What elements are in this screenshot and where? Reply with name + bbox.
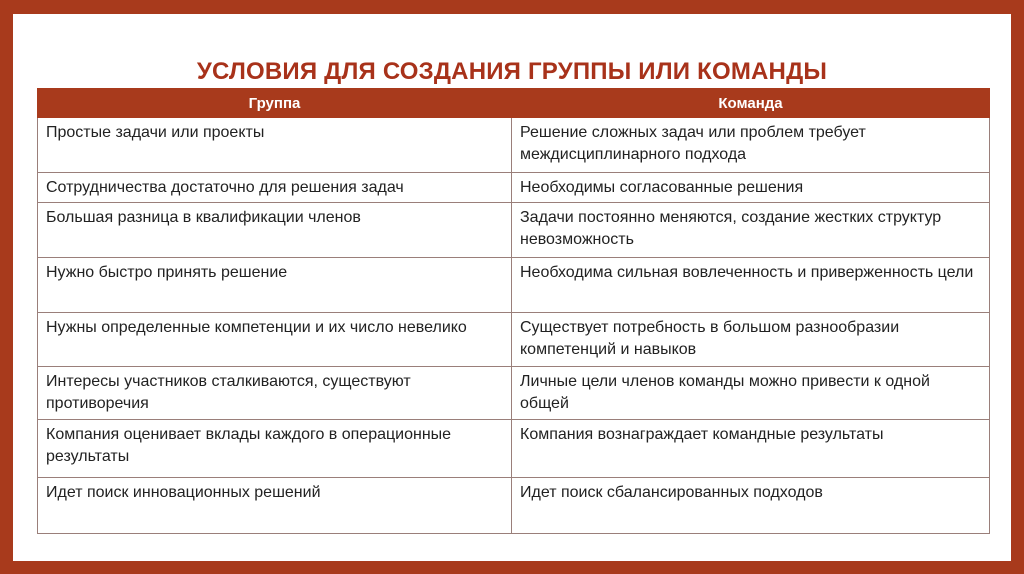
table-row xyxy=(38,202,990,257)
cell-group: Большая разница в квалификации членов xyxy=(38,202,512,257)
cell-team: Задачи постоянно меняются, создание жестких структур невозможность xyxy=(512,202,990,257)
table-header-row xyxy=(38,88,990,118)
cell-group: Компания оценивает вклады каждого в операционные результаты xyxy=(38,419,512,477)
table-row xyxy=(38,312,990,366)
cell-group: Нужны определенные компетенции и их число невелико xyxy=(38,312,512,366)
cell-group: Идет поиск инновационных решений xyxy=(38,477,512,533)
slide-title: УСЛОВИЯ ДЛЯ СОЗДАНИЯ ГРУППЫ ИЛИ КОМАНДЫ xyxy=(196,58,828,85)
header-team: Команда xyxy=(512,88,990,118)
table-row xyxy=(38,477,990,533)
cell-group: Интересы участников сталкиваются, существуют противоречия xyxy=(38,366,512,419)
table-row xyxy=(38,366,990,419)
cell-team: Существует потребность в большом разнообразии компетенций и навыков xyxy=(512,312,990,366)
cell-group: Сотрудничества достаточно для решения задач xyxy=(38,172,512,202)
cell-team: Решение сложных задач или проблем требует междисциплинарного подхода xyxy=(512,118,990,172)
slide xyxy=(13,14,1011,561)
table-row xyxy=(38,419,990,477)
cell-team: Личные цели членов команды можно привести к одной общей xyxy=(512,366,990,419)
cell-team: Компания вознаграждает командные результаты xyxy=(512,419,990,477)
comparison-table xyxy=(37,88,990,534)
cell-team: Необходимы согласованные решения xyxy=(512,172,990,202)
cell-group: Простые задачи или проекты xyxy=(38,118,512,172)
cell-team: Идет поиск сбалансированных подходов xyxy=(512,477,990,533)
header-group: Группа xyxy=(38,88,512,118)
cell-group: Нужно быстро принять решение xyxy=(38,257,512,312)
cell-team: Необходима сильная вовлеченность и приверженность цели xyxy=(512,257,990,312)
table-row xyxy=(38,118,990,172)
table-row xyxy=(38,172,990,202)
table-row xyxy=(38,257,990,312)
